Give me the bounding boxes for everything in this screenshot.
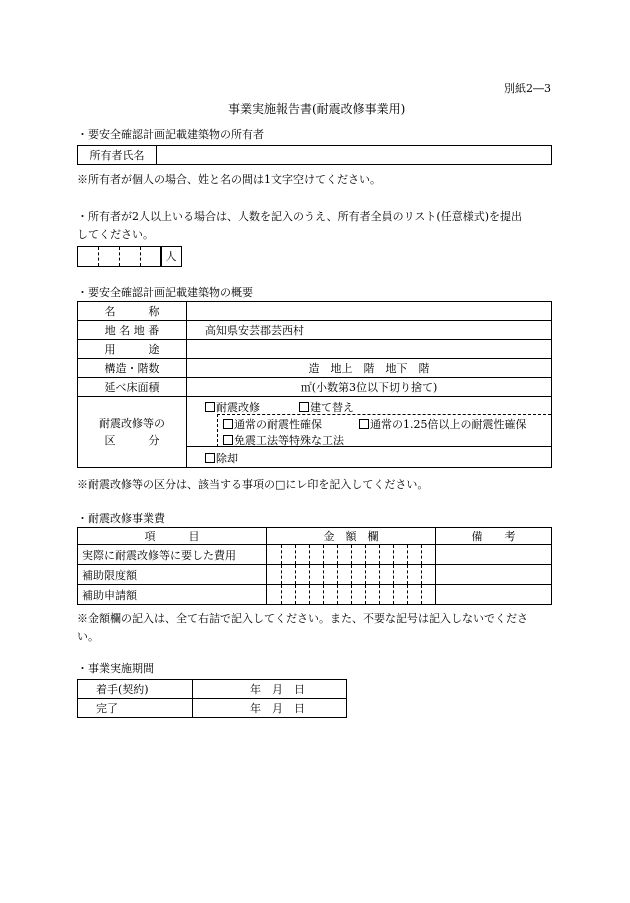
- cost-col-amount: 金 額 欄: [267, 528, 436, 545]
- cost-amount-field[interactable]: [267, 585, 436, 605]
- checkbox-icon: [223, 435, 233, 445]
- checkbox-icon: [223, 419, 233, 429]
- location-field[interactable]: 高知県安芸郡芸西村: [187, 321, 552, 340]
- option-125-seismic[interactable]: 通常の1.25倍以上の耐震性確保: [359, 416, 527, 432]
- checkbox-icon: [299, 402, 309, 412]
- structure-label: 構造・階数: [78, 359, 187, 378]
- owner-name-field[interactable]: [157, 146, 552, 165]
- use-field[interactable]: [187, 340, 552, 359]
- option-normal-seismic[interactable]: 通常の耐震性確保: [223, 416, 322, 432]
- option-removal[interactable]: 除却: [205, 450, 238, 466]
- multi-owner-text-2: してください。: [77, 228, 154, 241]
- location-label: 地 名 地 番: [78, 321, 187, 340]
- floor-area-field[interactable]: ㎡(小数第3位以下切り捨て): [187, 378, 552, 397]
- option-isolation[interactable]: 免震工法等特殊な工法: [223, 432, 344, 448]
- period-section-heading: ・事業実施期間: [77, 662, 154, 675]
- form-number: 別紙2―3: [504, 82, 551, 95]
- page-title: 事業実施報告書(耐震改修事業用): [228, 102, 406, 116]
- cost-row-label: 実際に耐震改修等に要した費用: [78, 545, 267, 565]
- period-end-label: 完了: [78, 699, 193, 718]
- cost-table: [77, 527, 552, 605]
- cost-note-1: ※金額欄の記入は、全て右詰で記入してください。また、不要な記号は記入しないでくださ: [77, 612, 528, 625]
- cost-row-label: 補助限度額: [78, 565, 267, 585]
- owner-note: ※所有者が個人の場合、姓と名の間は1文字空けてください。: [77, 173, 381, 186]
- cost-remarks-field[interactable]: [436, 585, 552, 605]
- cost-remarks-field[interactable]: [436, 565, 552, 585]
- owner-count-unit: 人: [160, 246, 182, 267]
- cost-col-item: 項 目: [78, 528, 267, 545]
- structure-field[interactable]: 造 地上 階 地下 階: [187, 359, 552, 378]
- option-rebuild[interactable]: 建て替え: [299, 399, 354, 415]
- name-label: 名 称: [78, 302, 187, 321]
- period-start-date[interactable]: 年 月 日: [193, 680, 347, 699]
- cost-col-remarks: 備 考: [436, 528, 552, 545]
- checkbox-icon: [359, 419, 369, 429]
- floor-area-label: 延べ床面積: [78, 378, 187, 397]
- cost-note-2: い。: [77, 630, 99, 643]
- owner-section-heading: ・要安全確認計画記載建築物の所有者: [77, 128, 264, 141]
- name-field[interactable]: [187, 302, 552, 321]
- owner-count-field[interactable]: [77, 246, 162, 267]
- owner-table: [77, 145, 552, 165]
- cost-remarks-field[interactable]: [436, 545, 552, 565]
- period-table: [77, 679, 347, 718]
- cost-section-heading: ・耐震改修事業費: [77, 512, 165, 525]
- option-retrofit[interactable]: 耐震改修: [205, 399, 260, 415]
- cost-row-label: 補助申請額: [78, 585, 267, 605]
- use-label: 用 途: [78, 340, 187, 359]
- overview-section-heading: ・要安全確認計画記載建築物の概要: [77, 286, 253, 299]
- period-end-date[interactable]: 年 月 日: [193, 699, 347, 718]
- category-options: [187, 397, 552, 468]
- multi-owner-text-1: ・所有者が2人以上いる場合は、人数を記入のうえ、所有者全員のリスト(任意様式)を提出: [77, 210, 523, 223]
- checkbox-icon: [205, 453, 215, 463]
- overview-table: [77, 301, 552, 468]
- owner-name-label: 所有者氏名: [78, 146, 157, 165]
- cost-amount-field[interactable]: [267, 545, 436, 565]
- cost-amount-field[interactable]: [267, 565, 436, 585]
- category-label: 耐震改修等の 区 分: [78, 397, 187, 468]
- checkbox-icon: [205, 402, 215, 412]
- period-start-label: 着手(契約): [78, 680, 193, 699]
- overview-note: ※耐震改修等の区分は、該当する事項の□にレ印を記入してください。: [77, 478, 429, 491]
